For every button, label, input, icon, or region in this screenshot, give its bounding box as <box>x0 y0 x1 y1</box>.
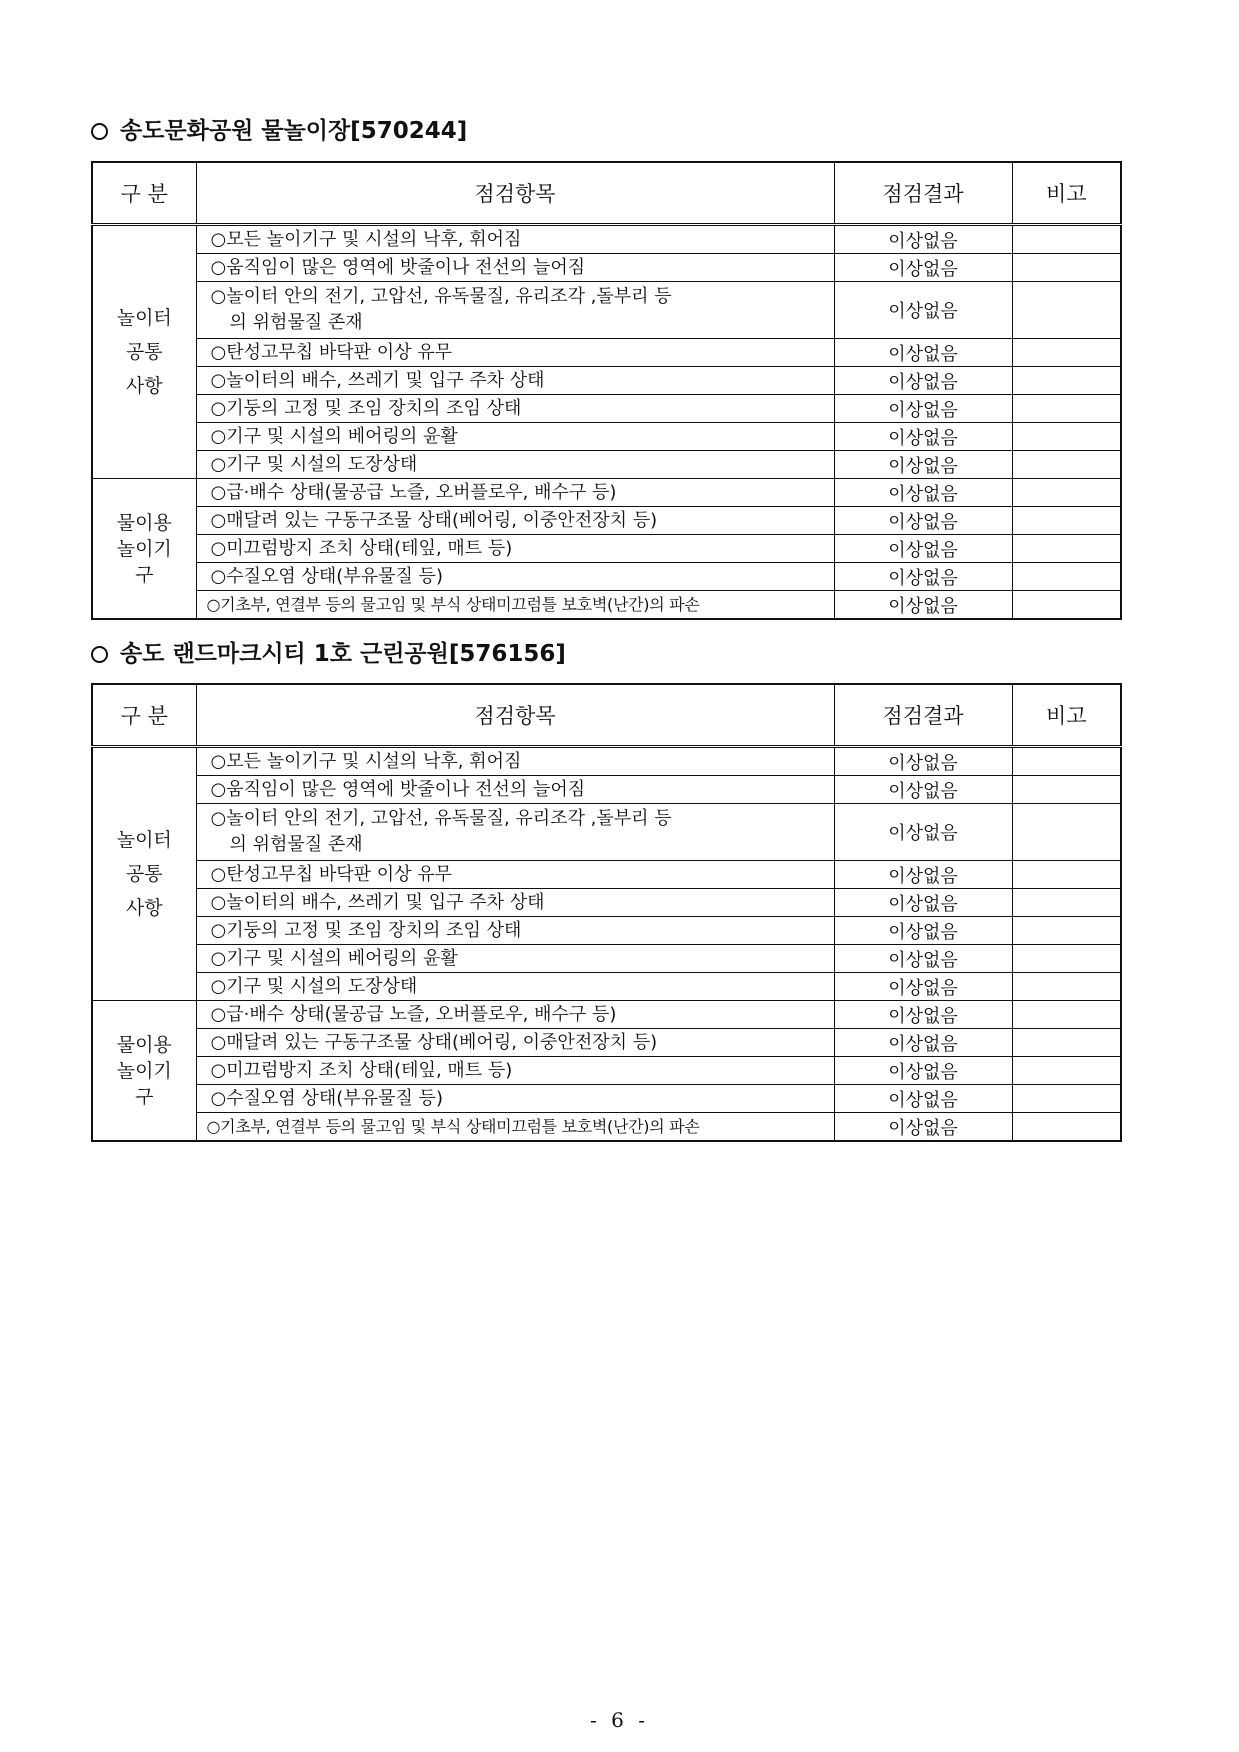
header-result: 점검결과 <box>834 684 1012 747</box>
inspection-item: ○수질오염 상태(부유물질 등) <box>196 1085 834 1113</box>
inspection-result: 이상없음 <box>834 917 1012 945</box>
inspection-item: ○미끄럼방지 조치 상태(테잎, 매트 등) <box>196 535 834 563</box>
inspection-result: 이상없음 <box>834 861 1012 889</box>
table-row <box>92 507 1121 535</box>
header-note: 비고 <box>1012 162 1121 225</box>
inspection-note <box>1012 423 1121 451</box>
table-row <box>92 563 1121 591</box>
inspection-note <box>1012 889 1121 917</box>
inspection-note <box>1012 339 1121 367</box>
header-item: 점검항목 <box>196 684 834 747</box>
inspection-note <box>1012 1057 1121 1085</box>
inspection-item: ○기구 및 시설의 베어링의 윤활 <box>196 945 834 973</box>
group-label-playground-common: 놀이터 공통 사항 <box>92 225 196 479</box>
table-header-row <box>92 162 1121 225</box>
table-row <box>92 479 1121 507</box>
section-title-1 <box>91 116 467 146</box>
table-row <box>92 1001 1121 1029</box>
inspection-item: ○놀이터의 배수, 쓰레기 및 입구 주차 상태 <box>196 367 834 395</box>
inspection-item: ○놀이터의 배수, 쓰레기 및 입구 주차 상태 <box>196 889 834 917</box>
group-label-water-play: 물이용 놀이기 구 <box>92 1001 196 1142</box>
inspection-item: ○기구 및 시설의 도장상태 <box>196 451 834 479</box>
section-title-2 <box>91 639 566 669</box>
inspection-note <box>1012 747 1121 776</box>
table-row <box>92 1029 1121 1057</box>
inspection-result: 이상없음 <box>834 1085 1012 1113</box>
header-note: 비고 <box>1012 684 1121 747</box>
circle-bullet-icon <box>91 123 108 140</box>
inspection-note <box>1012 1029 1121 1057</box>
inspection-result: 이상없음 <box>834 225 1012 254</box>
inspection-result: 이상없음 <box>834 889 1012 917</box>
inspection-item: ○기초부, 연결부 등의 물고임 및 부식 상태미끄럼틀 보호벽(난간)의 파손 <box>196 591 834 620</box>
table-header-row <box>92 684 1121 747</box>
table-row <box>92 889 1121 917</box>
inspection-result: 이상없음 <box>834 254 1012 282</box>
table-row <box>92 339 1121 367</box>
circle-bullet-icon <box>91 646 108 663</box>
inspection-note <box>1012 776 1121 804</box>
inspection-result: 이상없음 <box>834 451 1012 479</box>
inspection-item: ○기구 및 시설의 도장상태 <box>196 973 834 1001</box>
inspection-item: ○기둥의 고정 및 조임 장치의 조임 상태 <box>196 395 834 423</box>
inspection-note <box>1012 1113 1121 1142</box>
inspection-item: ○모든 놀이기구 및 시설의 낙후, 휘어짐 <box>196 747 834 776</box>
table-row <box>92 1085 1121 1113</box>
inspection-note <box>1012 1001 1121 1029</box>
inspection-item: ○모든 놀이기구 및 시설의 낙후, 휘어짐 <box>196 225 834 254</box>
table-row <box>92 395 1121 423</box>
inspection-note <box>1012 917 1121 945</box>
table-row <box>92 1057 1121 1085</box>
table-row <box>92 945 1121 973</box>
inspection-item: ○움직임이 많은 영역에 밧줄이나 전선의 늘어짐 <box>196 776 834 804</box>
page-number: - 6 - <box>590 1708 649 1732</box>
inspection-result: 이상없음 <box>834 479 1012 507</box>
inspection-note <box>1012 507 1121 535</box>
table-row <box>92 747 1121 776</box>
inspection-result: 이상없음 <box>834 282 1012 339</box>
inspection-result: 이상없음 <box>834 507 1012 535</box>
header-category: 구 분 <box>92 162 196 225</box>
table-row <box>92 776 1121 804</box>
inspection-item: ○급·배수 상태(물공급 노즐, 오버플로우, 배수구 등) <box>196 1001 834 1029</box>
inspection-item: ○놀이터 안의 전기, 고압선, 유독물질, 유리조각 ,돌부리 등 의 위험물질 존재 <box>196 804 834 861</box>
table-row <box>92 861 1121 889</box>
inspection-note <box>1012 804 1121 861</box>
inspection-item: ○미끄럼방지 조치 상태(테잎, 매트 등) <box>196 1057 834 1085</box>
inspection-item: ○탄성고무칩 바닥판 이상 유무 <box>196 339 834 367</box>
table-row <box>92 973 1121 1001</box>
table-row <box>92 225 1121 254</box>
table-row <box>92 804 1121 861</box>
table-row <box>92 1113 1121 1142</box>
table-row <box>92 591 1121 620</box>
inspection-note <box>1012 973 1121 1001</box>
inspection-item: ○매달려 있는 구동구조물 상태(베어링, 이중안전장치 등) <box>196 1029 834 1057</box>
inspection-result: 이상없음 <box>834 804 1012 861</box>
inspection-result: 이상없음 <box>834 423 1012 451</box>
table-row <box>92 423 1121 451</box>
table-row <box>92 917 1121 945</box>
inspection-note <box>1012 225 1121 254</box>
inspection-table-2 <box>91 683 1122 1142</box>
inspection-result: 이상없음 <box>834 563 1012 591</box>
inspection-note <box>1012 945 1121 973</box>
inspection-result: 이상없음 <box>834 1113 1012 1142</box>
inspection-result: 이상없음 <box>834 776 1012 804</box>
inspection-item: ○기구 및 시설의 베어링의 윤활 <box>196 423 834 451</box>
inspection-note <box>1012 367 1121 395</box>
header-item: 점검항목 <box>196 162 834 225</box>
inspection-result: 이상없음 <box>834 367 1012 395</box>
group-label-water-play: 물이용 놀이기 구 <box>92 479 196 620</box>
section-title-text: 송도문화공원 물놀이장[570244] <box>120 118 468 144</box>
inspection-note <box>1012 479 1121 507</box>
inspection-note <box>1012 395 1121 423</box>
inspection-item: ○급·배수 상태(물공급 노즐, 오버플로우, 배수구 등) <box>196 479 834 507</box>
inspection-item: ○놀이터 안의 전기, 고압선, 유독물질, 유리조각 ,돌부리 등 의 위험물질 존재 <box>196 282 834 339</box>
inspection-note <box>1012 563 1121 591</box>
inspection-result: 이상없음 <box>834 339 1012 367</box>
header-category: 구 분 <box>92 684 196 747</box>
inspection-result: 이상없음 <box>834 591 1012 620</box>
inspection-note <box>1012 451 1121 479</box>
table-row <box>92 535 1121 563</box>
inspection-note <box>1012 282 1121 339</box>
section-title-text: 송도 랜드마크시티 1호 근린공원[576156] <box>120 641 566 667</box>
inspection-result: 이상없음 <box>834 395 1012 423</box>
inspection-result: 이상없음 <box>834 1029 1012 1057</box>
inspection-result: 이상없음 <box>834 1001 1012 1029</box>
inspection-result: 이상없음 <box>834 747 1012 776</box>
table-row <box>92 282 1121 339</box>
inspection-table-1 <box>91 161 1122 620</box>
header-result: 점검결과 <box>834 162 1012 225</box>
inspection-item: ○움직임이 많은 영역에 밧줄이나 전선의 늘어짐 <box>196 254 834 282</box>
inspection-result: 이상없음 <box>834 1057 1012 1085</box>
inspection-note <box>1012 254 1121 282</box>
inspection-item: ○매달려 있는 구동구조물 상태(베어링, 이중안전장치 등) <box>196 507 834 535</box>
inspection-note <box>1012 535 1121 563</box>
table-row <box>92 451 1121 479</box>
inspection-result: 이상없음 <box>834 535 1012 563</box>
inspection-note <box>1012 861 1121 889</box>
table-row <box>92 367 1121 395</box>
inspection-result: 이상없음 <box>834 945 1012 973</box>
inspection-item: ○수질오염 상태(부유물질 등) <box>196 563 834 591</box>
inspection-result: 이상없음 <box>834 973 1012 1001</box>
inspection-item: ○기초부, 연결부 등의 물고임 및 부식 상태미끄럼틀 보호벽(난간)의 파손 <box>196 1113 834 1142</box>
inspection-note <box>1012 1085 1121 1113</box>
table-row <box>92 254 1121 282</box>
inspection-note <box>1012 591 1121 620</box>
group-label-playground-common: 놀이터 공통 사항 <box>92 747 196 1001</box>
inspection-item: ○기둥의 고정 및 조임 장치의 조임 상태 <box>196 917 834 945</box>
inspection-item: ○탄성고무칩 바닥판 이상 유무 <box>196 861 834 889</box>
